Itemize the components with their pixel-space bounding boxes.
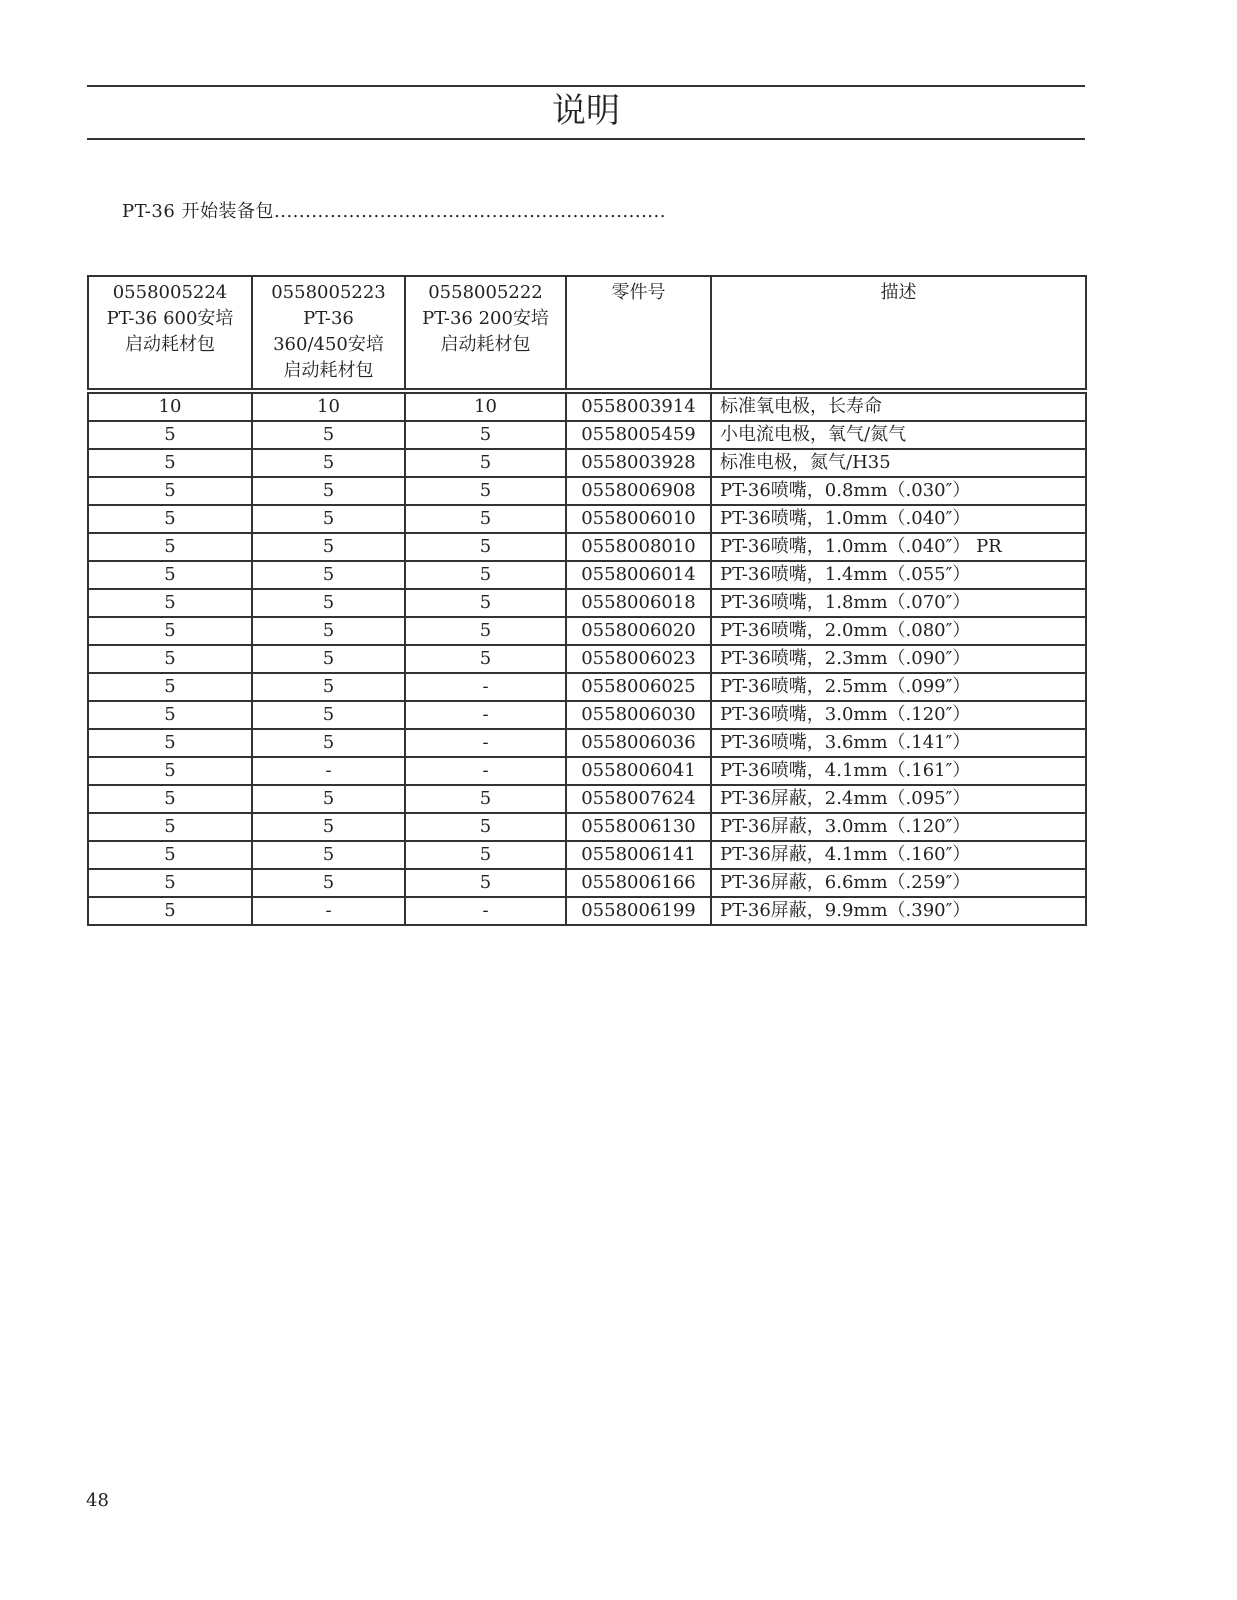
table-row [88, 785, 1086, 813]
cell-kit-360-450a: 5 [252, 729, 405, 757]
cell-description: PT-36喷嘴，2.5mm（.099″） [711, 673, 1086, 701]
page-number: 48 [86, 1490, 109, 1511]
cell-kit-600a: 5 [88, 813, 252, 841]
cell-kit-360-450a: 5 [252, 645, 405, 673]
cell-kit-200a: 10 [405, 391, 566, 421]
cell-kit-600a: 5 [88, 785, 252, 813]
column-header-line: 启动耗材包 [440, 334, 531, 355]
cell-part-number: 0558003914 [566, 391, 711, 421]
table-row [88, 869, 1086, 897]
table-row [88, 841, 1086, 869]
cell-part-number: 0558006025 [566, 673, 711, 701]
table-row [88, 505, 1086, 533]
cell-kit-600a: 5 [88, 701, 252, 729]
cell-part-number: 0558006166 [566, 869, 711, 897]
cell-description: 小电流电极，氧气/氮气 [711, 421, 1086, 449]
cell-kit-360-450a: 5 [252, 505, 405, 533]
cell-kit-360-450a: 5 [252, 785, 405, 813]
cell-part-number: 0558006908 [566, 477, 711, 505]
cell-kit-200a: 5 [405, 841, 566, 869]
cell-kit-360-450a: 5 [252, 813, 405, 841]
cell-kit-600a: 5 [88, 673, 252, 701]
cell-description: PT-36喷嘴，3.6mm（.141″） [711, 729, 1086, 757]
column-header-line: 0558005223 [271, 282, 386, 303]
cell-kit-600a: 5 [88, 897, 252, 925]
cell-kit-600a: 5 [88, 757, 252, 785]
table-row [88, 421, 1086, 449]
cell-kit-200a: - [405, 701, 566, 729]
cell-kit-360-450a: 5 [252, 477, 405, 505]
column-header-line: 360/450安培 [273, 334, 384, 355]
cell-kit-360-450a: 5 [252, 617, 405, 645]
cell-description: PT-36屏蔽，2.4mm（.095″） [711, 785, 1086, 813]
cell-kit-600a: 5 [88, 421, 252, 449]
cell-part-number: 0558005459 [566, 421, 711, 449]
cell-kit-200a: 5 [405, 449, 566, 477]
cell-kit-600a: 5 [88, 645, 252, 673]
cell-description: PT-36喷嘴，0.8mm（.030″） [711, 477, 1086, 505]
table-row [88, 701, 1086, 729]
column-header-line: 描述 [880, 282, 917, 303]
cell-part-number: 0558006023 [566, 645, 711, 673]
table-row [88, 589, 1086, 617]
table-header-row [88, 276, 1086, 391]
table-row [88, 757, 1086, 785]
cell-kit-200a: 5 [405, 869, 566, 897]
table-row [88, 673, 1086, 701]
cell-kit-600a: 5 [88, 449, 252, 477]
cell-kit-200a: - [405, 729, 566, 757]
cell-kit-600a: 5 [88, 729, 252, 757]
table-row [88, 391, 1086, 421]
cell-kit-360-450a: 5 [252, 561, 405, 589]
cell-description: PT-36屏蔽，6.6mm（.259″） [711, 869, 1086, 897]
cell-kit-360-450a: 5 [252, 673, 405, 701]
cell-description: 标准氧电极，长寿命 [711, 391, 1086, 421]
cell-kit-360-450a: - [252, 897, 405, 925]
cell-part-number: 0558006130 [566, 813, 711, 841]
cell-part-number: 0558003928 [566, 449, 711, 477]
cell-kit-600a: 5 [88, 505, 252, 533]
cell-kit-200a: - [405, 897, 566, 925]
cell-kit-360-450a: 5 [252, 533, 405, 561]
parts-table-head [88, 276, 1086, 391]
cell-description: PT-36屏蔽，9.9mm（.390″） [711, 897, 1086, 925]
cell-part-number: 0558006030 [566, 701, 711, 729]
cell-part-number: 0558007624 [566, 785, 711, 813]
cell-kit-600a: 5 [88, 477, 252, 505]
cell-kit-360-450a: 5 [252, 449, 405, 477]
cell-part-number: 0558006018 [566, 589, 711, 617]
cell-kit-360-450a: 5 [252, 869, 405, 897]
column-header-line: 零件号 [611, 282, 666, 303]
parts-table [87, 275, 1087, 926]
page-title: 说明 [552, 91, 620, 131]
cell-kit-200a: 5 [405, 617, 566, 645]
cell-description: 标准电极，氮气/H35 [711, 449, 1086, 477]
cell-kit-600a: 5 [88, 561, 252, 589]
column-header-description [711, 276, 1086, 391]
column-header-kit-200a [405, 276, 566, 391]
parts-table-body [88, 391, 1086, 925]
column-header-kit-360-450a [252, 276, 405, 391]
cell-description: PT-36喷嘴，1.8mm（.070″） [711, 589, 1086, 617]
cell-description: PT-36屏蔽，4.1mm（.160″） [711, 841, 1086, 869]
table-row [88, 813, 1086, 841]
cell-description: PT-36喷嘴，1.0mm（.040″） [711, 505, 1086, 533]
cell-kit-600a: 5 [88, 589, 252, 617]
cell-kit-360-450a: 5 [252, 589, 405, 617]
cell-kit-200a: 5 [405, 477, 566, 505]
table-row [88, 729, 1086, 757]
cell-kit-360-450a: 5 [252, 701, 405, 729]
cell-part-number: 0558006036 [566, 729, 711, 757]
cell-part-number: 0558006020 [566, 617, 711, 645]
cell-description: PT-36喷嘴，4.1mm（.161″） [711, 757, 1086, 785]
cell-kit-360-450a: 5 [252, 421, 405, 449]
table-row [88, 561, 1086, 589]
cell-kit-360-450a: 10 [252, 391, 405, 421]
cell-part-number: 0558006010 [566, 505, 711, 533]
cell-kit-200a: 5 [405, 505, 566, 533]
cell-kit-600a: 5 [88, 841, 252, 869]
table-row [88, 617, 1086, 645]
cell-description: PT-36屏蔽，3.0mm（.120″） [711, 813, 1086, 841]
table-row [88, 533, 1086, 561]
cell-kit-600a: 5 [88, 617, 252, 645]
cell-kit-200a: 5 [405, 785, 566, 813]
cell-kit-200a: 5 [405, 645, 566, 673]
column-header-line: PT-36 600安培 [106, 308, 234, 329]
cell-description: PT-36喷嘴，2.3mm（.090″） [711, 645, 1086, 673]
cell-part-number: 0558008010 [566, 533, 711, 561]
cell-part-number: 0558006014 [566, 561, 711, 589]
cell-part-number: 0558006141 [566, 841, 711, 869]
column-header-kit-600a [88, 276, 252, 391]
cell-description: PT-36喷嘴，3.0mm（.120″） [711, 701, 1086, 729]
kit-toc-entry: PT-36 开始装备包............................................................... [122, 201, 666, 222]
cell-description: PT-36喷嘴，2.0mm（.080″） [711, 617, 1086, 645]
column-header-line: PT-36 [303, 308, 354, 329]
header-rule-top [87, 85, 1085, 87]
cell-description: PT-36喷嘴，1.0mm（.040″） PR [711, 533, 1086, 561]
cell-kit-200a: 5 [405, 813, 566, 841]
table-row [88, 449, 1086, 477]
table-row [88, 477, 1086, 505]
column-header-part-number [566, 276, 711, 391]
table-row [88, 645, 1086, 673]
cell-kit-200a: 5 [405, 589, 566, 617]
table-row [88, 897, 1086, 925]
cell-kit-600a: 5 [88, 533, 252, 561]
cell-kit-200a: - [405, 673, 566, 701]
cell-kit-200a: 5 [405, 421, 566, 449]
column-header-line: 0558005224 [112, 282, 228, 303]
column-header-line: 0558005222 [428, 282, 543, 303]
cell-part-number: 0558006199 [566, 897, 711, 925]
cell-description: PT-36喷嘴，1.4mm（.055″） [711, 561, 1086, 589]
cell-kit-200a: 5 [405, 561, 566, 589]
cell-kit-600a: 5 [88, 869, 252, 897]
cell-kit-600a: 10 [88, 391, 252, 421]
column-header-line: PT-36 200安培 [422, 308, 549, 329]
column-header-line: 启动耗材包 [125, 334, 215, 355]
cell-kit-200a: - [405, 757, 566, 785]
column-header-line: 启动耗材包 [283, 360, 374, 381]
cell-kit-200a: 5 [405, 533, 566, 561]
header-rule-bottom [87, 138, 1085, 140]
cell-kit-360-450a: 5 [252, 841, 405, 869]
cell-kit-360-450a: - [252, 757, 405, 785]
cell-part-number: 0558006041 [566, 757, 711, 785]
